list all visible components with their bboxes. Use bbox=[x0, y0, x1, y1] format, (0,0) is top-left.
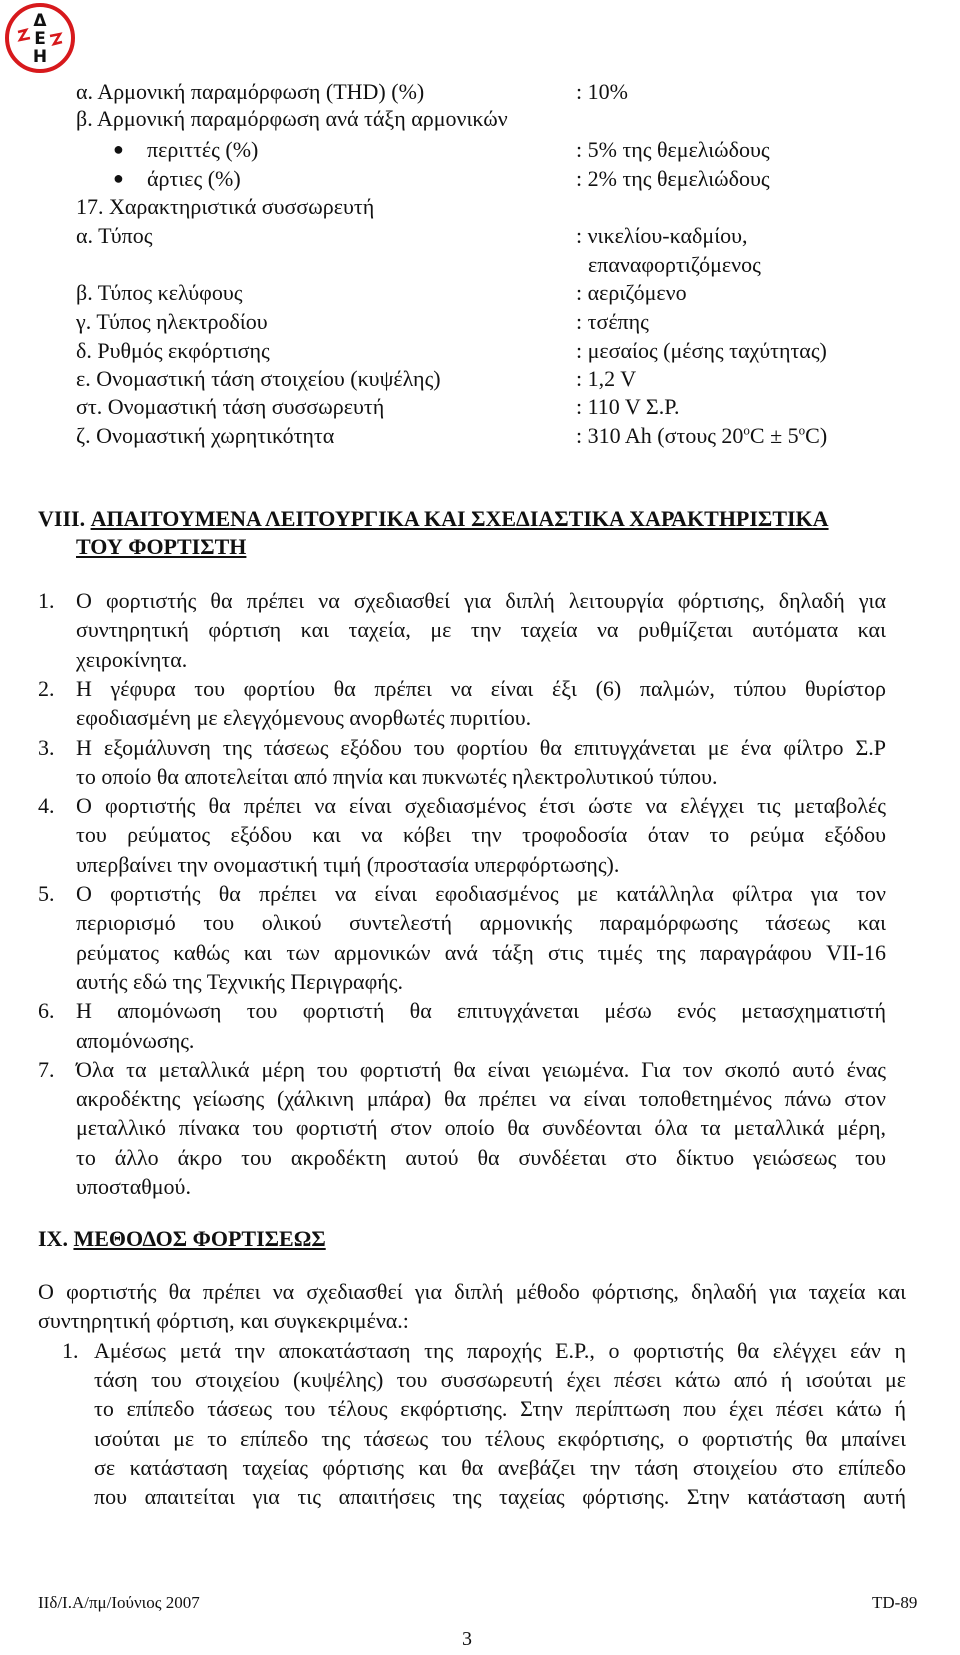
spec-value: : 5% της θεμελιώδους bbox=[576, 137, 770, 162]
section-8-number: VIII. bbox=[38, 506, 86, 531]
spec-label: α. Τύπος bbox=[76, 223, 153, 248]
list-item-line: σε κατάσταση ταχείας φόρτισης και θα ανεβάζει την τάση στοιχείου στο επίπεδο bbox=[94, 1454, 906, 1480]
spec-value: : αεριζόμενο bbox=[576, 280, 687, 305]
spec-value: : νικελίου-καδμίου, bbox=[576, 223, 748, 248]
spec-value: : 310 Ah (στους $20^oC \pm 5^oC$) bbox=[576, 422, 828, 448]
spec-label: 17. Χαρακτηριστικά συσσωρευτή bbox=[76, 194, 375, 219]
footer-code: TD-89 bbox=[872, 1593, 918, 1612]
list-item-line: αυτής εδώ της Τεχνικής Περιγραφής. bbox=[76, 968, 403, 994]
spec-value: : μεσαίος (μέσης ταχύτητας) bbox=[576, 338, 827, 363]
page-number: 3 bbox=[462, 1628, 472, 1650]
list-item-line: μεταλλικό πίνακα του φορτιστή στον οποίο θα συνδέονται όλα τα μεταλλικά μέρη, bbox=[76, 1115, 886, 1141]
spec-label: άρτιες (%) bbox=[147, 166, 241, 191]
spec-label: β. Τύπος κελύφους bbox=[76, 280, 243, 305]
logo-letter-delta: Δ bbox=[33, 11, 47, 31]
spec-label: ε. Ονομαστική τάση στοιχείου (κυψέλης) bbox=[76, 366, 441, 391]
spec-label: ζ. Ονομαστική χωρητικότητα bbox=[76, 423, 335, 448]
list-item-line: απομόνωσης. bbox=[76, 1027, 195, 1053]
list-item-line: Η απομόνωση του φορτιστή θα επιτυγχάνεται μέσω ενός μετασχηματιστή bbox=[76, 998, 886, 1024]
section-8-heading bbox=[38, 505, 829, 533]
list-item-line: του ρεύματος εξόδου και να κόβει την τροφοδοσία όταν το ρεύμα εξόδου bbox=[76, 822, 886, 848]
list-item-line: Η γέφυρα του φορτίου θα πρέπει να είναι έξι (6) παλμών, τύπου θυρίστορ bbox=[76, 675, 886, 701]
list-item-line: ισούται με το επίπεδο της τάσεως του τέλους εκφόρτισης, ο φορτιστής θα μπαίνει bbox=[94, 1425, 906, 1451]
list-item-number: 1. bbox=[62, 1337, 79, 1363]
section-8-title-cont: ΤΟΥ ΦΟΡΤΙΣΤΗ bbox=[76, 534, 247, 559]
list-item-line: Όλα τα μεταλλικά μέρη του φορτιστή θα είναι γειωμένα. Για τον σκοπό αυτό ένας bbox=[76, 1056, 886, 1082]
logo-letter-eta: Η bbox=[32, 47, 48, 67]
bullet-icon: ● bbox=[113, 139, 124, 159]
list-item-number: 2. bbox=[38, 675, 55, 701]
list-item-line: το επίπεδο τάσεως του τέλους εκφόρτισης. Στην περίπτωση που έχει πέσει κάτω ή bbox=[94, 1396, 906, 1422]
list-item-number: 1. bbox=[38, 588, 55, 613]
spec-label: περιττές (%) bbox=[147, 137, 259, 162]
section-9-number: IX. bbox=[38, 1226, 68, 1251]
list-item-line: συντηρητική φόρτιση και ταχεία, με την ταχεία να ρυθμίζεται αυτόματα και bbox=[76, 617, 886, 643]
spec-label: α. Αρμονική παραμόρφωση (THD) (%) bbox=[76, 79, 425, 104]
spec-value: : 110 V Σ.Ρ. bbox=[576, 394, 680, 419]
list-item-number: 7. bbox=[38, 1056, 55, 1082]
list-item-line: Ο φορτιστής θα πρέπει να είναι σχεδιασμένος έτσι ώστε να ελέγχει τις μεταβολές bbox=[76, 793, 886, 819]
list-item-line: χειροκίνητα. bbox=[76, 646, 188, 672]
list-item-line: που απαιτείται για τις απαιτήσεις της ταχείας φόρτισης. Στην κατάσταση αυτή bbox=[94, 1484, 906, 1510]
spec-label: στ. Ονομαστική τάση συσσωρευτή bbox=[76, 394, 385, 419]
list-item-line: περιορισμό του ολικού συντελεστή αρμονικής παραμόρφωσης τάσεως και bbox=[76, 910, 886, 936]
bullet-icon: ● bbox=[113, 168, 124, 188]
footer-doc-id: ΙΙδ/Ι.Α/πμ/Ιούνιος 2007 bbox=[38, 1593, 200, 1612]
intro-line: συντηρητική φόρτιση, και συγκεκριμένα.: bbox=[38, 1308, 409, 1334]
logo-letter-epsilon: Ε bbox=[34, 29, 46, 49]
list-item-line: Αμέσως μετά την αποκατάσταση της παροχής Ε.Ρ., ο φορτιστής θα ελέγχει εάν η bbox=[94, 1337, 906, 1363]
list-item-line: ακροδέκτης γείωσης (χάλκινη μπάρα) θα πρέπει να είναι τοποθετημένος πάνω στον bbox=[76, 1086, 886, 1112]
section-9-heading bbox=[38, 1225, 326, 1253]
list-item-line: Ο φορτιστής θα πρέπει να σχεδιασθεί για διπλή λειτουργία φόρτισης, δηλαδή για bbox=[76, 588, 886, 613]
list-item-line: Ο φορτιστής θα πρέπει να είναι εφοδιασμένος με κατάλληλα φίλτρα για τον bbox=[76, 881, 886, 906]
section-9-title: ΜΕΘΟΔΟΣ ΦΟΡΤΙΣΕΩΣ bbox=[73, 1226, 326, 1251]
spec-label: δ. Ρυθμός εκφόρτισης bbox=[76, 338, 270, 363]
dei-logo bbox=[4, 2, 76, 74]
list-item-line: υποσταθμού. bbox=[76, 1174, 191, 1199]
list-item-line: το άλλο άκρο του ακροδέκτη αυτού θα συνδέεται στο δίκτυο γειώσεως του bbox=[76, 1144, 886, 1170]
section-8-title: ΑΠΑΙΤΟΥΜΕΝΑ ΛΕΙΤΟΥΡΓΙΚΑ ΚΑΙ ΣΧΕΔΙΑΣΤΙΚΑ ΧΑΡΑΚΤΗΡΙΣΤΙΚΑ bbox=[90, 506, 829, 531]
list-item-line: το οποίο θα αποτελείται από πηνία και πυκνωτές ηλεκτρολυτικού τύπου. bbox=[76, 763, 718, 789]
list-item-line: υπερβαίνει την ονομαστική τιμή (προστασία υπερφόρτωσης). bbox=[76, 851, 620, 877]
list-item-line: εφοδιασμένη με ελεγχόμενους ανορθωτές πυριτίου. bbox=[76, 705, 532, 731]
list-item-line: τάση του στοιχείου (κυψέλης) του συσσωρευτή έχει πέσει κάτω από ή ισούται με bbox=[94, 1366, 906, 1392]
spec-label: β. Αρμονική παραμόρφωση ανά τάξη αρμονικών bbox=[76, 106, 508, 131]
list-item-number: 6. bbox=[38, 998, 55, 1024]
spec-value: : 2% της θεμελιώδους bbox=[576, 166, 770, 191]
spec-value-cont: επαναφορτιζόμενος bbox=[588, 252, 761, 277]
list-item-number: 3. bbox=[38, 734, 55, 760]
intro-line: Ο φορτιστής θα πρέπει να σχεδιασθεί για διπλή μέθοδο φόρτισης, δηλαδή για ταχεία και bbox=[38, 1279, 906, 1304]
spec-value: : τσέπης bbox=[576, 309, 649, 334]
spec-value: : 10% bbox=[576, 79, 628, 104]
list-item-line: Η εξομάλυνση της τάσεως εξόδου του φορτίου θα επιτυγχάνεται με ένα φίλτρο Σ.Ρ bbox=[76, 734, 886, 760]
spec-label: γ. Τύπος ηλεκτροδίου bbox=[76, 309, 268, 334]
list-item-number: 4. bbox=[38, 793, 55, 819]
spec-value: : 1,2 V bbox=[576, 366, 637, 391]
list-item-number: 5. bbox=[38, 881, 55, 906]
list-item-line: ρεύματος καθώς και των αρμονικών ανά τάξη στις τιμές της παραγράφου VII-16 bbox=[76, 939, 886, 965]
section-8-heading-cont bbox=[76, 533, 246, 561]
